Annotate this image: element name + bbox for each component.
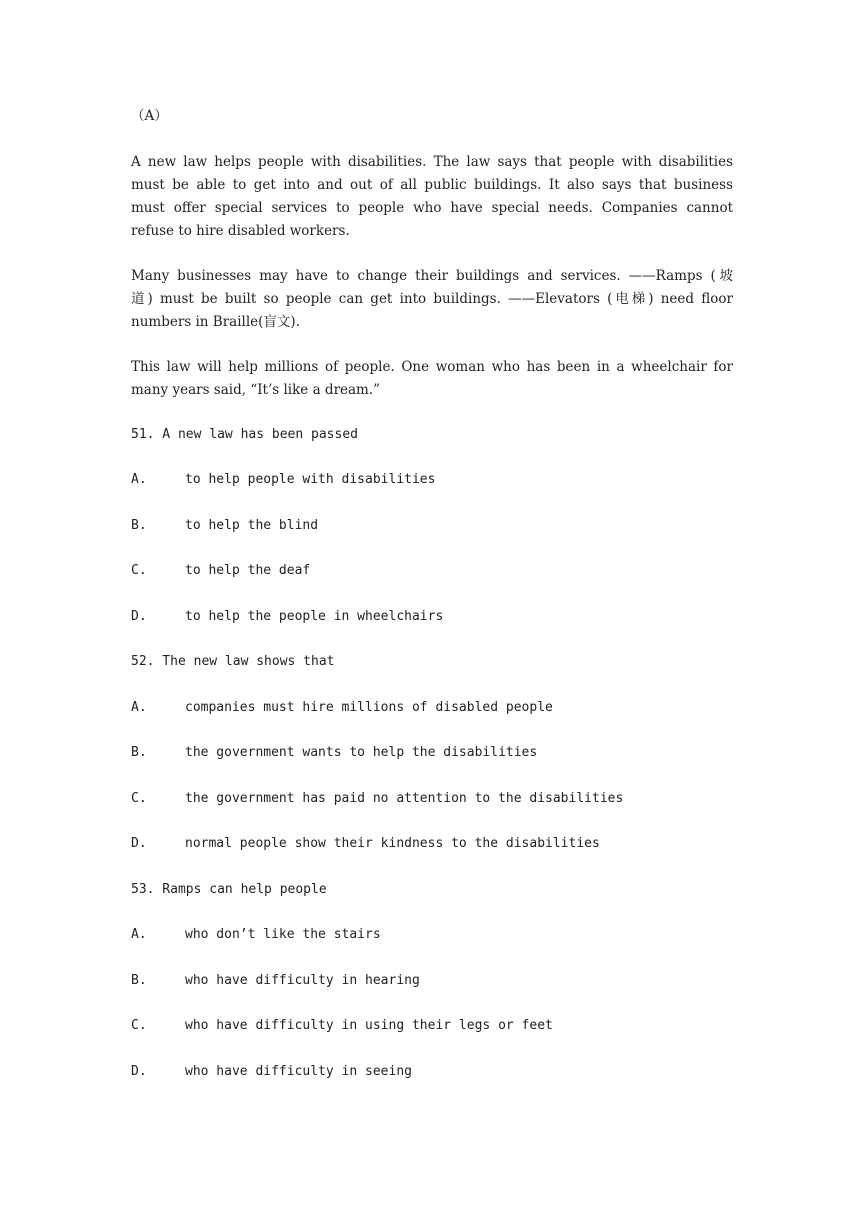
- passage-line: must be able to get into and out of all public buildings. It also says that business: [131, 177, 733, 193]
- option-text: companies must hire millions of disabled people: [185, 700, 553, 715]
- option-letter: B.: [131, 745, 147, 760]
- option-text: to help people with disabilities: [185, 472, 436, 487]
- passage-line: numbers in Braille(盲文).: [131, 314, 300, 330]
- option-letter: A.: [131, 700, 147, 715]
- passage-line: This law will help millions of people. One woman who has been in a wheelchair for: [131, 359, 733, 375]
- passage-line: A new law helps people with disabilities. The law says that people with disabilities: [131, 154, 733, 170]
- question-stem: 52. The new law shows that: [131, 654, 335, 669]
- option-text: who have difficulty in hearing: [185, 973, 420, 988]
- option-d: [131, 607, 443, 627]
- option-text: who don’t like the stairs: [185, 927, 381, 942]
- question-stem: 53. Ramps can help people: [131, 882, 327, 897]
- passage-line: Many businesses may have to change their buildings and services. ——Ramps (坡: [131, 268, 733, 284]
- option-letter: D.: [131, 836, 147, 851]
- option-text: who have difficulty in using their legs or feet: [185, 1018, 553, 1033]
- option-text: who have difficulty in seeing: [185, 1064, 412, 1079]
- option-d: [131, 834, 600, 854]
- option-c: [131, 561, 310, 581]
- option-text: the government wants to help the disabilities: [185, 745, 538, 760]
- option-d: [131, 1062, 412, 1082]
- option-letter: A.: [131, 472, 147, 487]
- option-letter: B.: [131, 518, 147, 533]
- option-a: [131, 698, 553, 718]
- option-text: to help the blind: [185, 518, 319, 533]
- option-a: [131, 470, 435, 490]
- option-letter: B.: [131, 973, 147, 988]
- option-text: to help the deaf: [185, 563, 311, 578]
- option-letter: C.: [131, 791, 147, 806]
- option-b: [131, 743, 537, 763]
- question-stem: 51. A new law has been passed: [131, 427, 358, 442]
- passage-line: 道) must be built so people can get into buildings. ——Elevators (电梯) need floor: [131, 291, 733, 307]
- option-c: [131, 1016, 553, 1036]
- option-a: [131, 925, 381, 945]
- passage-line: refuse to hire disabled workers.: [131, 223, 350, 239]
- option-letter: D.: [131, 609, 147, 624]
- option-text: the government has paid no attention to the disabilities: [185, 791, 624, 806]
- option-text: normal people show their kindness to the disabilities: [185, 836, 600, 851]
- option-b: [131, 971, 420, 991]
- option-c: [131, 789, 623, 809]
- option-letter: C.: [131, 1018, 147, 1033]
- option-text: to help the people in wheelchairs: [185, 609, 444, 624]
- option-letter: C.: [131, 563, 147, 578]
- passage-line: many years said, “It’s like a dream.”: [131, 382, 381, 398]
- section-label: （A）: [131, 108, 168, 124]
- option-b: [131, 516, 318, 536]
- passage-line: must offer special services to people who have special needs. Companies cannot: [131, 200, 733, 216]
- option-letter: D.: [131, 1064, 147, 1079]
- option-letter: A.: [131, 927, 147, 942]
